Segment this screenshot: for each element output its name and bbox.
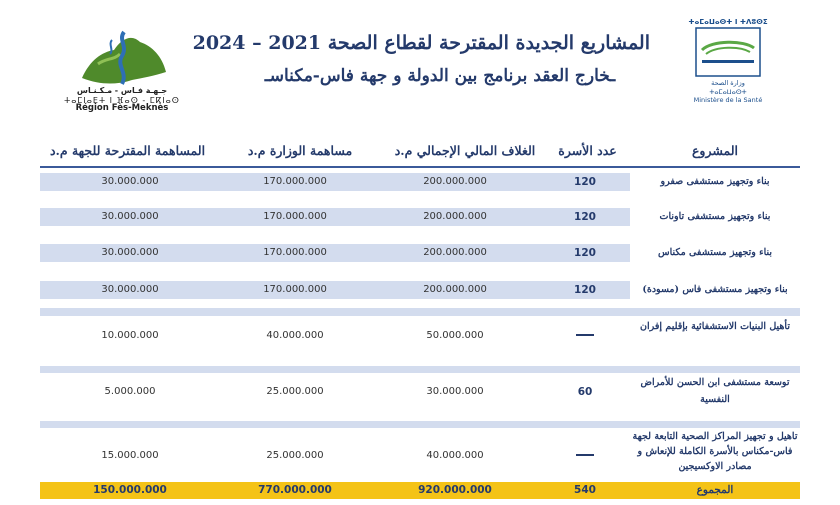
cell-beds: 120 (574, 284, 596, 296)
cell-total-budget: 40.000.000 (426, 450, 484, 461)
table-row (40, 281, 800, 299)
cell-ministry: 170.000.000 (263, 247, 327, 258)
cell-project: بناء وتجهيز مستشفى مكناس (630, 244, 800, 262)
cell-region: 30.000.000 (101, 211, 159, 222)
cell-region: 30.000.000 (101, 284, 159, 295)
table-row (40, 421, 800, 481)
ministry-name-tifinagh: ⵜⴰⵎⴰⵡⴰⵙⵜ ⵏ ⵜⴷⵓⵙⵉ (688, 18, 768, 26)
cell-beds-dash (560, 330, 610, 341)
total-row (40, 482, 800, 499)
col-header-ministry: مساهمة الوزارة م.د (247, 143, 353, 158)
table-row (40, 244, 800, 262)
cell-project: تاهيل و تجهيز المراكز الصحية التابعة لجهة فاس-مكناس بالأسرة الكاملة للإنعاش و مصادر الاوكسيجين (630, 429, 800, 481)
cell-region: 15.000.000 (101, 450, 159, 461)
table-row (40, 366, 800, 414)
ministry-name-french: Ministère de la Santé (693, 96, 763, 104)
col-header-total-budget: الغلاف المالي الإجمالي م.د (394, 143, 536, 158)
cell-ministry: 170.000.000 (263, 284, 327, 295)
total-region: 150.000.000 (93, 484, 167, 496)
col-header-region: المساهمة المقترحة للجهة م.د (49, 143, 206, 158)
cell-total-budget: 200.000.000 (423, 247, 487, 258)
cell-total-budget: 200.000.000 (423, 176, 487, 187)
cell-project: بناء وتجهيز مستشفى فاس (مسودة) (630, 281, 800, 299)
total-ministry: 770.000.000 (258, 484, 332, 496)
cell-region: 5.000.000 (104, 386, 156, 397)
cell-total-budget: 200.000.000 (423, 211, 487, 222)
cell-beds: 60 (577, 386, 593, 398)
ministry-name-tifinagh-2: ⵜⴰⵎⴰⵡⴰⵙⵜ (709, 88, 747, 96)
cell-project: بناء وتجهيز مستشفى صفرو (630, 173, 800, 191)
table-row (40, 173, 800, 191)
ministry-name-arabic: وزارة الصحة (711, 79, 745, 87)
cell-ministry: 40.000.000 (266, 330, 324, 341)
dash-icon (576, 454, 594, 456)
cell-total-budget: 200.000.000 (423, 284, 487, 295)
total-label: المجموع (696, 484, 734, 496)
table-row (40, 208, 800, 226)
total-beds: 540 (574, 484, 596, 496)
cell-ministry: 25.000.000 (266, 386, 324, 397)
cell-region: 10.000.000 (101, 330, 159, 341)
page-subtitle: ـخارج العقد برنامج بين الدولة و جهة فاس-مكناسـ (264, 66, 616, 86)
region-name-french: Région Fès-Meknès (75, 103, 169, 113)
ministry-of-health-logo (688, 22, 768, 78)
cell-ministry: 25.000.000 (266, 450, 324, 461)
col-header-project: المشروع (691, 143, 739, 158)
cell-beds: 120 (574, 176, 596, 188)
cell-total-budget: 50.000.000 (426, 330, 484, 341)
cell-ministry: 170.000.000 (263, 211, 327, 222)
header-divider (40, 166, 800, 168)
cell-project: تأهيل البنيات الاستشفائية بإقليم إفران (630, 318, 800, 356)
cell-region: 30.000.000 (101, 176, 159, 187)
cell-beds: 120 (574, 211, 596, 223)
cell-total-budget: 30.000.000 (426, 386, 484, 397)
total-budget: 920.000.000 (418, 484, 492, 496)
cell-project: توسعة مستشفى ابن الحسن للأمراض النفسية (630, 374, 800, 412)
cell-project: بناء وتجهيز مستشفى تاونات (630, 208, 800, 226)
dash-icon (576, 334, 594, 336)
region-name-arabic: جـهـة فـاس - مـكـنـاس (76, 86, 168, 95)
col-header-beds: عدد الأسرة (558, 143, 617, 158)
cell-beds: 120 (574, 247, 596, 259)
page-title: المشاريع الجديدة المقترحة لقطاع الصحة 2021 – 2024 (192, 32, 650, 54)
table-row (40, 308, 800, 358)
region-name-tifinagh: ⵜⴰⵎⵏⴰⴹⵜ ⵏ ⴼⴰⵙ - ⵎⴽⵏⴰⵙ (64, 96, 180, 105)
cell-beds-dash (560, 450, 610, 461)
cell-region: 30.000.000 (101, 247, 159, 258)
cell-ministry: 170.000.000 (263, 176, 327, 187)
